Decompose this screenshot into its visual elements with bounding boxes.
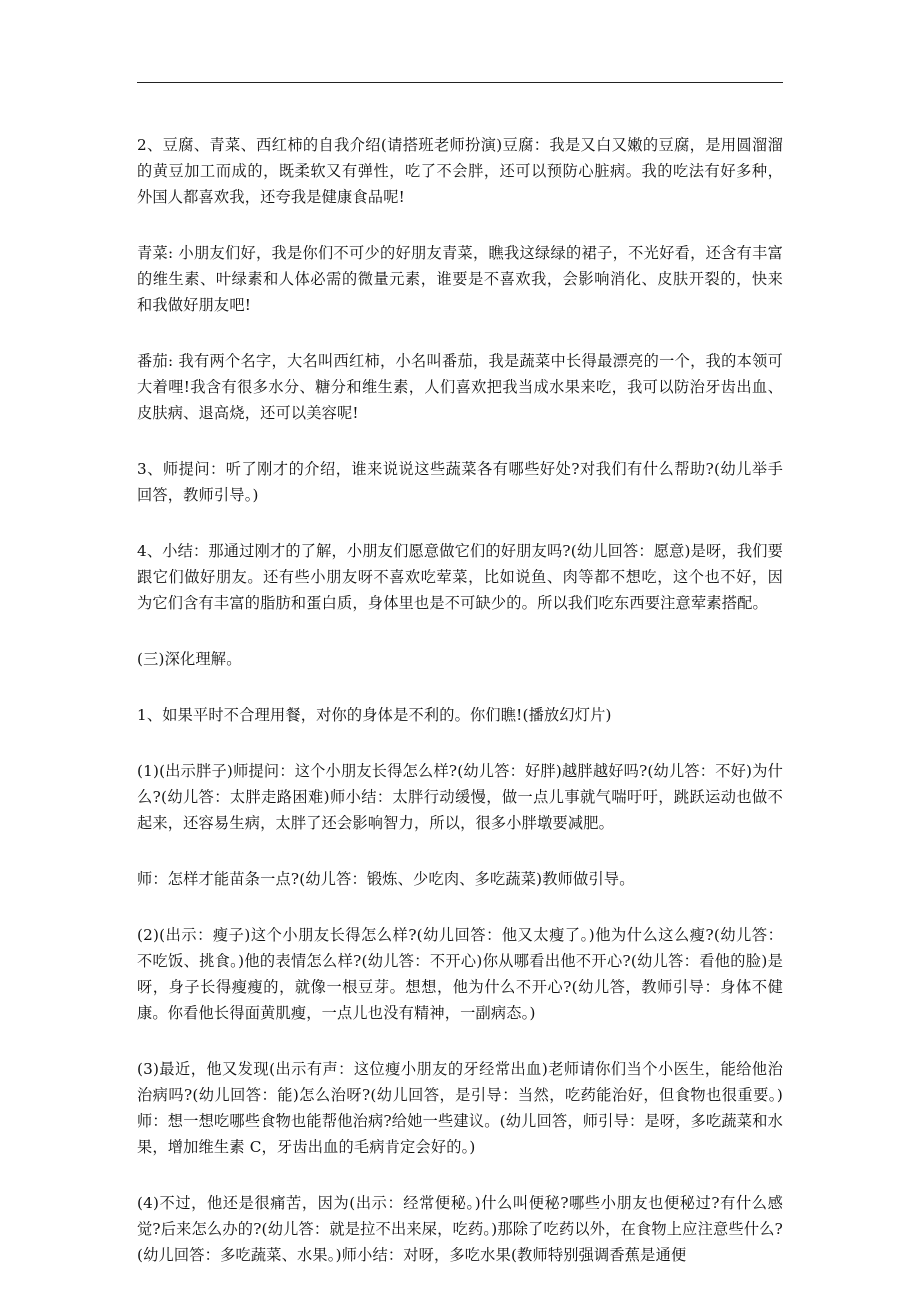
- paragraph-tomato: 番茄: 我有两个名字，大名叫西红柿，小名叫番茄，我是蔬菜中长得最漂亮的一个，我的本领可大着哩!我含有很多水分、糖分和维生素，人们喜欢把我当成水果来吃，我可以防治牙齿出血、皮肤病、退高烧，还可以美容呢!: [137, 352, 783, 422]
- document-body: [137, 132, 783, 1268]
- paragraph-greens: 青菜: 小朋友们好，我是你们不可少的好朋友青菜，瞧我这绿绿的裙子，不光好看，还含有丰富的维生素、叶绿素和人体必需的微量元素，谁要是不喜欢我，会影响消化、皮肤开裂的，快来和我做好朋友吧!: [137, 244, 783, 314]
- section-heading-deepen-understanding: (三)深化理解。: [137, 650, 242, 668]
- paragraph-thin-child: (2)(出示：瘦子)这个小朋友长得怎么样?(幼儿回答：他又太瘦了。)他为什么这么瘦?(幼儿答：不吃饭、挑食。)他的表情怎么样?(幼儿答：不开心)你从哪看出他不开心?(幼儿答：看他的脸)是呀，身子长得瘦瘦的，就像一根豆芽。想想，他为什么不开心?(幼儿答，教师引导：身体不健康。你看他长得面黄肌瘦，一点儿也没有精神，一副病态。): [137, 926, 783, 1022]
- paragraph-slim-question: 师：怎样才能苗条一点?(幼儿答：锻炼、少吃肉、多吃蔬菜)教师做引导。: [137, 870, 635, 888]
- paragraph-self-introduction: 2、豆腐、青菜、西红柿的自我介绍(请搭班老师扮演)豆腐：我是又白又嫩的豆腐，是用圆溜溜的黄豆加工而成的，既柔软又有弹性，吃了不会胖，还可以预防心脏病。我的吃法有好多种，外国人都喜欢我，还夸我是健康食品呢!: [137, 136, 783, 206]
- header-rule: [137, 82, 783, 83]
- paragraph-bleeding-gums: (3)最近，他又发现(出示有声：这位瘦小朋友的牙经常出血)老师请你们当个小医生，能给他治治病吗?(幼儿回答：能)怎么治呀?(幼儿回答，是引导：当然，吃药能治好，但食物也很重要。)师：想一想吃哪些食物也能帮他治病?给她一些建议。(幼儿回答，师引导：是呀，多吃蔬菜和水果，增加维生素 C，牙齿出血的毛病肯定会好的。): [137, 1060, 783, 1156]
- paragraph-teacher-question: 3、师提问：听了刚才的介绍，谁来说说这些蔬菜各有哪些好处?对我们有什么帮助?(幼儿举手回答，教师引导。): [137, 460, 783, 504]
- paragraph-constipation: (4)不过，他还是很痛苦，因为(出示：经常便秘。)什么叫便秘?哪些小朋友也便秘过?有什么感觉?后来怎么办的?(幼儿答：就是拉不出来屎，吃药。)那除了吃药以外，在食物上应注意些什么?(幼儿回答：多吃蔬菜、水果。)师小结：对呀，多吃水果(教师特别强调香蕉是通便: [137, 1194, 783, 1264]
- paragraph-slides-intro: 1、如果平时不合理用餐，对你的身体是不利的。你们瞧!(播放幻灯片): [137, 706, 612, 724]
- paragraph-summary: 4、小结：那通过刚才的了解，小朋友们愿意做它们的好朋友吗?(幼儿回答：愿意)是呀，我们要跟它们做好朋友。还有些小朋友呀不喜欢吃荤菜，比如说鱼、肉等都不想吃，这个也不好，因为它们含有丰富的脂肪和蛋白质，身体里也是不可缺少的。所以我们吃东西要注意荤素搭配。: [137, 542, 783, 612]
- paragraph-fat-child: (1)(出示胖子)师提问：这个小朋友长得怎么样?(幼儿答：好胖)越胖越好吗?(幼儿答：不好)为什么?(幼儿答：太胖走路困难)师小结：太胖行动缓慢，做一点儿事就气喘吁吁，跳跃运动也做不起来，还容易生病，太胖了还会影响智力，所以，很多小胖墩要减肥。: [137, 762, 783, 832]
